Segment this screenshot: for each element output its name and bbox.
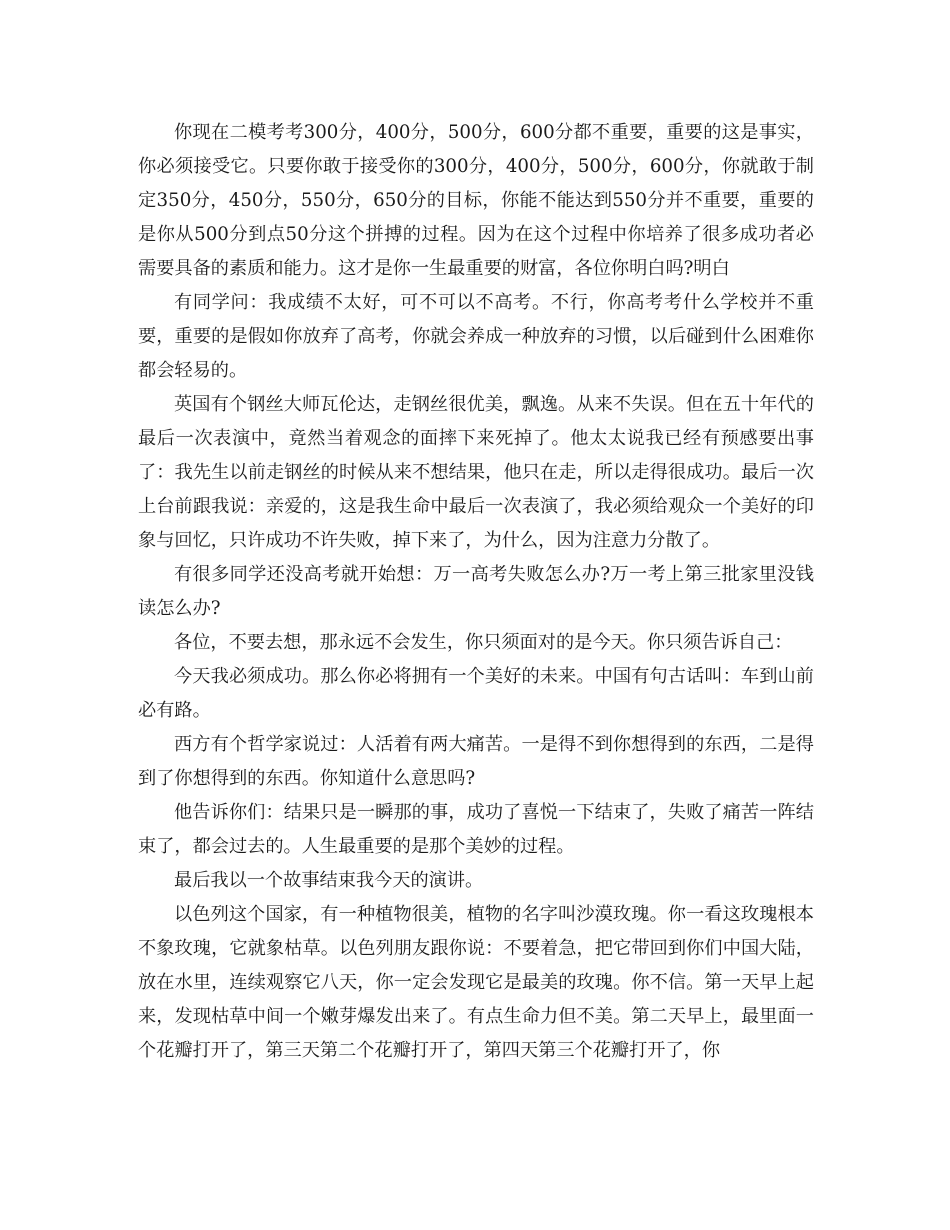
paragraph: 有很多同学还没高考就开始想：万一高考失败怎么办?万一考上第三批家里没钱读怎么办? — [138, 564, 814, 619]
paragraph: 他告诉你们：结果只是一瞬那的事，成功了喜悦一下结束了，失败了痛苦一阵结束了，都会过去的。人生最重要的是那个美妙的过程。 — [138, 802, 814, 857]
paragraph: 你现在二模考考300分，400分，500分，600分都不重要，重要的这是事实，你必须接受它。只要你敢于接受你的300分，400分，500分，600分，你就敢于制定350分，450分，550分，650分的目标，你能不能达到550分并不重要，重要的是你从500分到点50分这个拼搏的过程。因为在这个过程中你培养了很多成功者必需要具备的素质和能力。这才是你一生最重要的财富，各位你明白吗?明白 — [138, 122, 814, 279]
paragraph: 最后我以一个故事结束我今天的演讲。 — [174, 870, 484, 891]
paragraph: 英国有个钢丝大师瓦伦达，走钢丝很优美，飘逸。从来不失误。但在五十年代的最后一次表演中，竟然当着观念的面摔下来死掉了。他太太说我已经有预感要出事了：我先生以前走钢丝的时候从来不想结果，他只在走，所以走得很成功。最后一次上台前跟我说：亲爱的，这是我生命中最后一次表演了，我必须给观众一个美好的印象与回忆，只许成功不许失败，掉下来了，为什么，因为注意力分散了。 — [138, 394, 814, 551]
paragraph: 各位，不要去想，那永远不会发生，你只须面对的是今天。你只须告诉自己： — [174, 632, 793, 653]
document-body — [138, 116, 814, 1068]
paragraph: 今天我必须成功。那么你必将拥有一个美好的未来。中国有句古话叫：车到山前必有路。 — [138, 666, 814, 721]
paragraph: 有同学问：我成绩不太好，可不可以不高考。不行，你高考考什么学校并不重要，重要的是假如你放弃了高考，你就会养成一种放弃的习惯，以后碰到什么困难你都会轻易的。 — [138, 292, 814, 381]
paragraph: 以色列这个国家，有一种植物很美，植物的名字叫沙漠玫瑰。你一看这玫瑰根本不象玫瑰，它就象枯草。以色列朋友跟你说：不要着急，把它带回到你们中国大陆，放在水里，连续观察它八天，你一定会发现它是最美的玫瑰。你不信。第一天早上起来，发现枯草中间一个嫩芽爆发出来了。有点生命力但不美。第二天早上，最里面一个花瓣打开了，第三天第二个花瓣打开了，第四天第三个花瓣打开了，你 — [138, 904, 814, 1061]
paragraph: 西方有个哲学家说过：人活着有两大痛苦。一是得不到你想得到的东西，二是得到了你想得到的东西。你知道什么意思吗? — [138, 734, 814, 789]
